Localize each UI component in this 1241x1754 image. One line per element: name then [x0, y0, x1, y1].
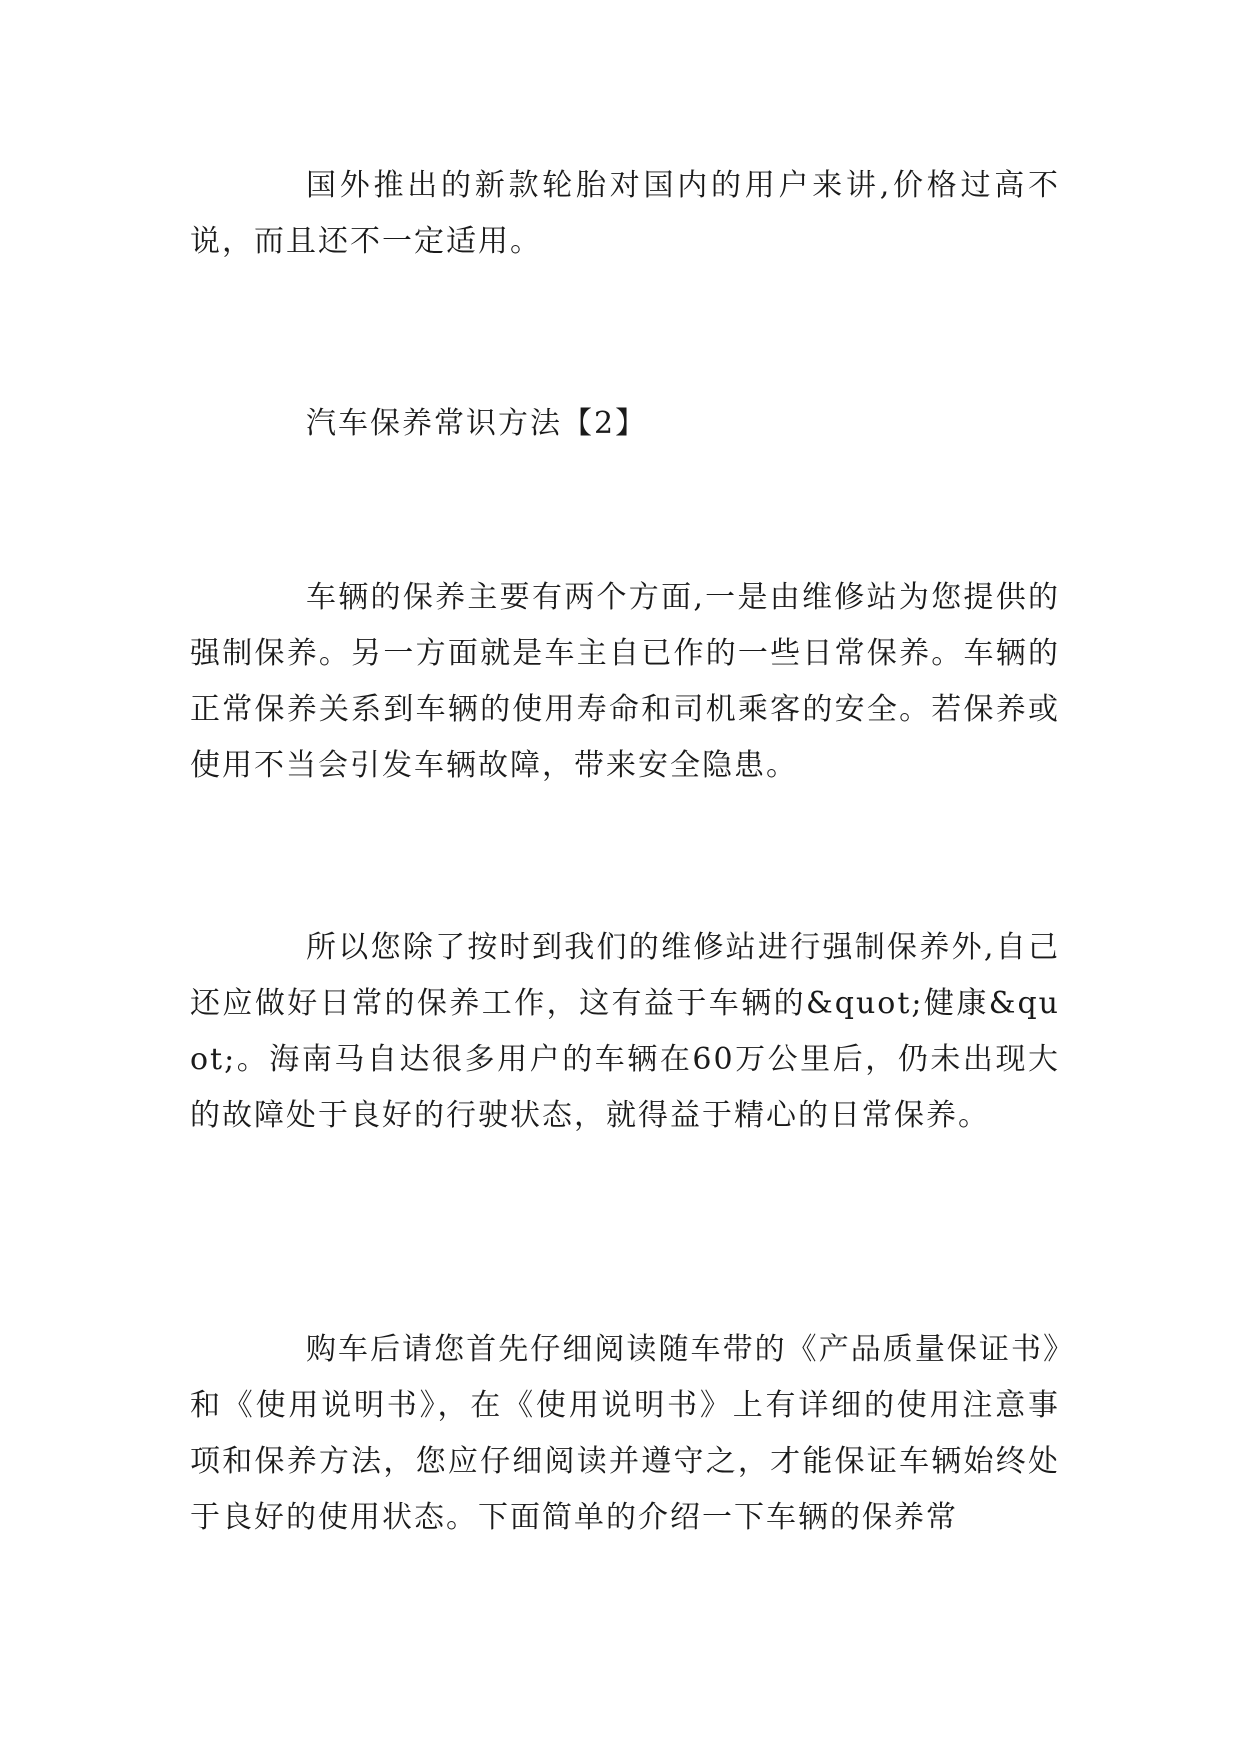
section-heading: 汽车保养常识方法【2】 — [306, 406, 648, 441]
body-paragraph: 车辆的保养主要有两个方面,一是由维修站为您提供的强制保养。另一方面就是车主自已作的一些日常保养。车辆的正常保养关系到车辆的使用寿命和司机乘客的安全。若保养或使用不当会引发车辆故障，带来安全隐患。 — [190, 580, 1060, 783]
body-paragraph: 所以您除了按时到我们的维修站进行强制保养外,自己还应做好日常的保养工作，这有益于车辆的&quot;健康&quot;。海南马自达很多用户的车辆在60万公里后，仍未出现大的故障处于良好的行驶状态，就得益于精心的日常保养。 — [190, 930, 1060, 1133]
body-paragraph: 国外推出的新款轮胎对国内的用户来讲,价格过高不说，而且还不一定适用。 — [190, 168, 1060, 259]
body-paragraph: 购车后请您首先仔细阅读随车带的《产品质量保证书》和《使用说明书》，在《使用说明书》上有详细的使用注意事项和保养方法，您应仔细阅读并遵守之，才能保证车辆始终处于良好的使用状态。下面简单的介绍一下车辆的保养常 — [190, 1332, 1060, 1535]
